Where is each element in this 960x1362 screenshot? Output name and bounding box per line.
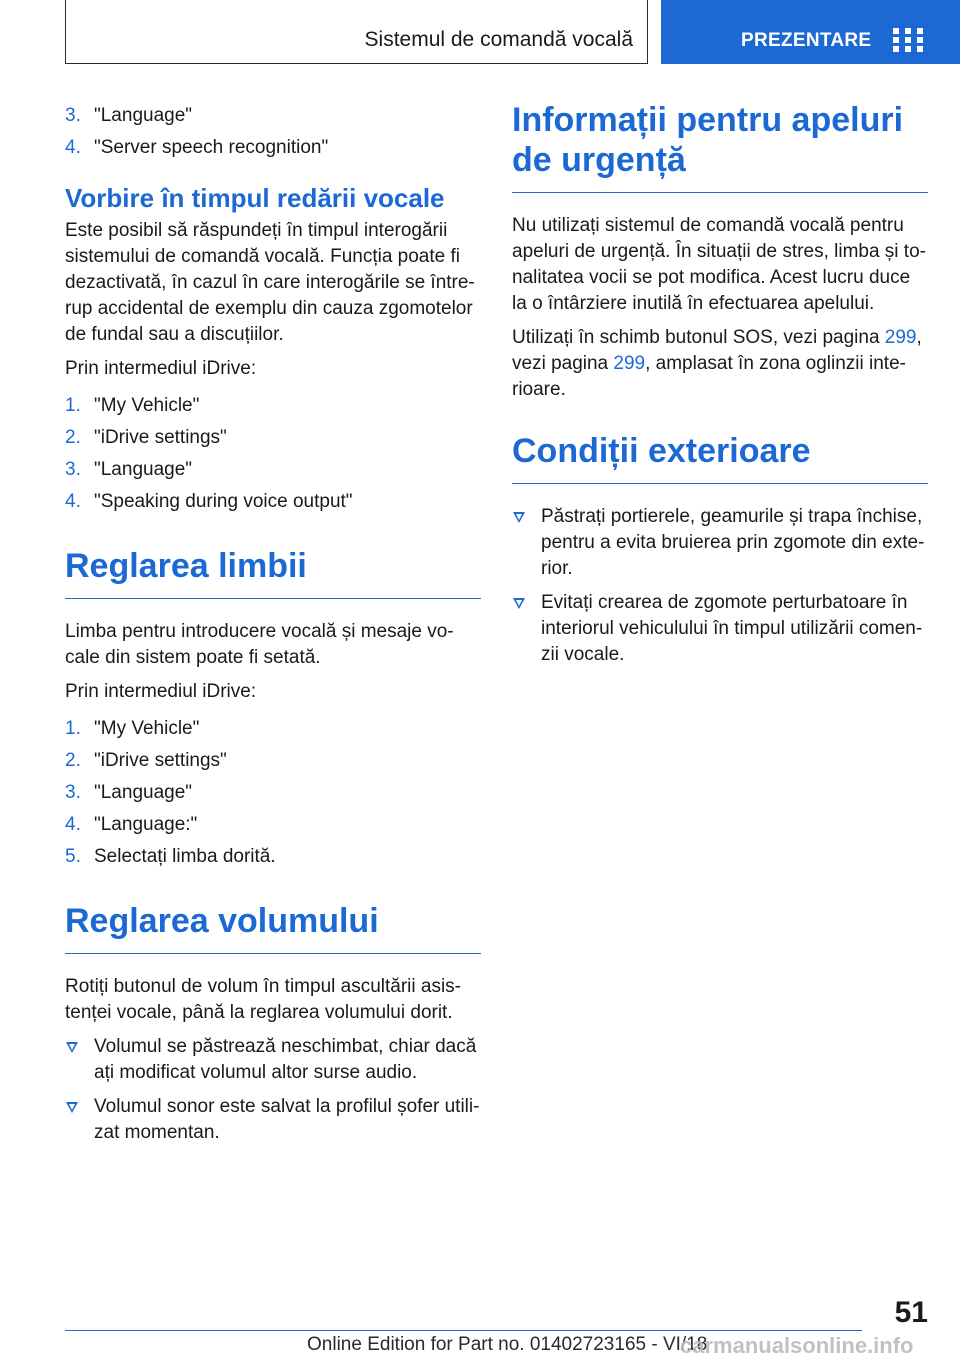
list-item: Volumul sonor este salvat la profilul șofer utili-zat momentan. bbox=[65, 1094, 481, 1146]
list-item: 2. "iDrive settings" bbox=[65, 750, 227, 771]
list-item: 3. "Language" bbox=[65, 782, 193, 803]
chapter-tab[interactable] bbox=[661, 0, 960, 64]
right-column bbox=[512, 100, 928, 676]
list-item: 1. "My Vehicle" bbox=[65, 395, 200, 416]
footer-divider bbox=[65, 1330, 862, 1331]
language-heading: Reglarea limbii bbox=[65, 546, 481, 599]
volume-paragraph: Rotiți butonul de volum în timpul ascultării asis-tenței vocale, până la reglarea volumului dorit. bbox=[65, 976, 462, 1023]
emergency-paragraph: Nu utilizați sistemul de comandă vocală pentru apeluri de urgență. În situații de stres, limba și to-nalitatea vocii se pot modifica. Acest lucru duce la o întârziere inutilă în efectuarea apelului. bbox=[512, 215, 926, 314]
triangle-bullet-icon bbox=[66, 1102, 78, 1113]
section-title: Sistemul de comandă vocală bbox=[364, 28, 633, 51]
idrive-intro: Prin intermediul iDrive: bbox=[65, 358, 257, 379]
list-item: 3. "Language" bbox=[65, 105, 193, 126]
list-item: 3. "Language" bbox=[65, 459, 193, 480]
page-number: 51 bbox=[894, 1296, 928, 1329]
watermark: carmanualsonline.info bbox=[680, 1333, 914, 1358]
triangle-bullet-icon bbox=[513, 512, 525, 523]
grid-icon bbox=[893, 28, 923, 52]
edition-info: Online Edition for Part no. 01402723165 - VI/18 bbox=[307, 1334, 708, 1355]
list-item: 1. "My Vehicle" bbox=[65, 718, 200, 739]
triangle-bullet-icon bbox=[513, 598, 525, 609]
triangle-bullet-icon bbox=[66, 1042, 78, 1053]
volume-heading: Reglarea volumului bbox=[65, 901, 481, 954]
exterior-heading: Condiții exterioare bbox=[512, 431, 928, 484]
list-item: Evitați crearea de zgomote perturbatoare în interiorul vehiculului în timpul utilizării comen-zii vocale. bbox=[512, 590, 928, 668]
voice-output-heading: Vorbire în timpul redării vocale bbox=[65, 183, 445, 213]
list-item: Volumul se păstrează neschimbat, chiar dacă ați modificat volumul altor surse audio. bbox=[65, 1034, 481, 1086]
volume-bullets bbox=[65, 1034, 481, 1146]
steps-list-continued bbox=[65, 100, 481, 164]
list-item: Păstrați portierele, geamurile și trapa închise, pentru a evita bruierea prin zgomote din exte-rior. bbox=[512, 504, 928, 582]
sos-paragraph: Utilizați în schimb butonul SOS, vezi pagina 299, vezi pagina 299, amplasat în zona oglinzii inte-rioare. bbox=[512, 327, 922, 400]
language-steps bbox=[65, 713, 481, 873]
voice-output-paragraph: Este posibil să răspundeți în timpul interogării sistemului de comandă vocală. Funcția poate fi dezactivată, în cazul în care interogările se între-rup accidental de exemplu din cauza zgomotelor de fundal sau a discuțiilor. bbox=[65, 220, 475, 345]
language-paragraph: Limba pentru introducere vocală și mesaje vo-cale din sistem poate fi setată. bbox=[65, 621, 454, 668]
idrive-intro: Prin intermediul iDrive: bbox=[65, 681, 257, 702]
page-link[interactable]: 299 bbox=[884, 327, 917, 348]
list-item: 4. "Speaking during voice output" bbox=[65, 491, 353, 512]
chapter-tab-label: PREZENTARE bbox=[741, 30, 872, 51]
voice-output-steps bbox=[65, 390, 481, 518]
left-column bbox=[65, 100, 481, 1154]
exterior-bullets bbox=[512, 504, 928, 668]
list-item: 4. "Server speech recognition" bbox=[65, 137, 329, 158]
emergency-heading: Informații pentru apeluri de urgență bbox=[512, 100, 928, 193]
header-section-box bbox=[65, 0, 648, 64]
page-link[interactable]: 299 bbox=[613, 353, 646, 374]
list-item: 5. Selectați limba dorită. bbox=[65, 846, 276, 867]
list-item: 4. "Language:" bbox=[65, 814, 198, 835]
list-item: 2. "iDrive settings" bbox=[65, 427, 227, 448]
